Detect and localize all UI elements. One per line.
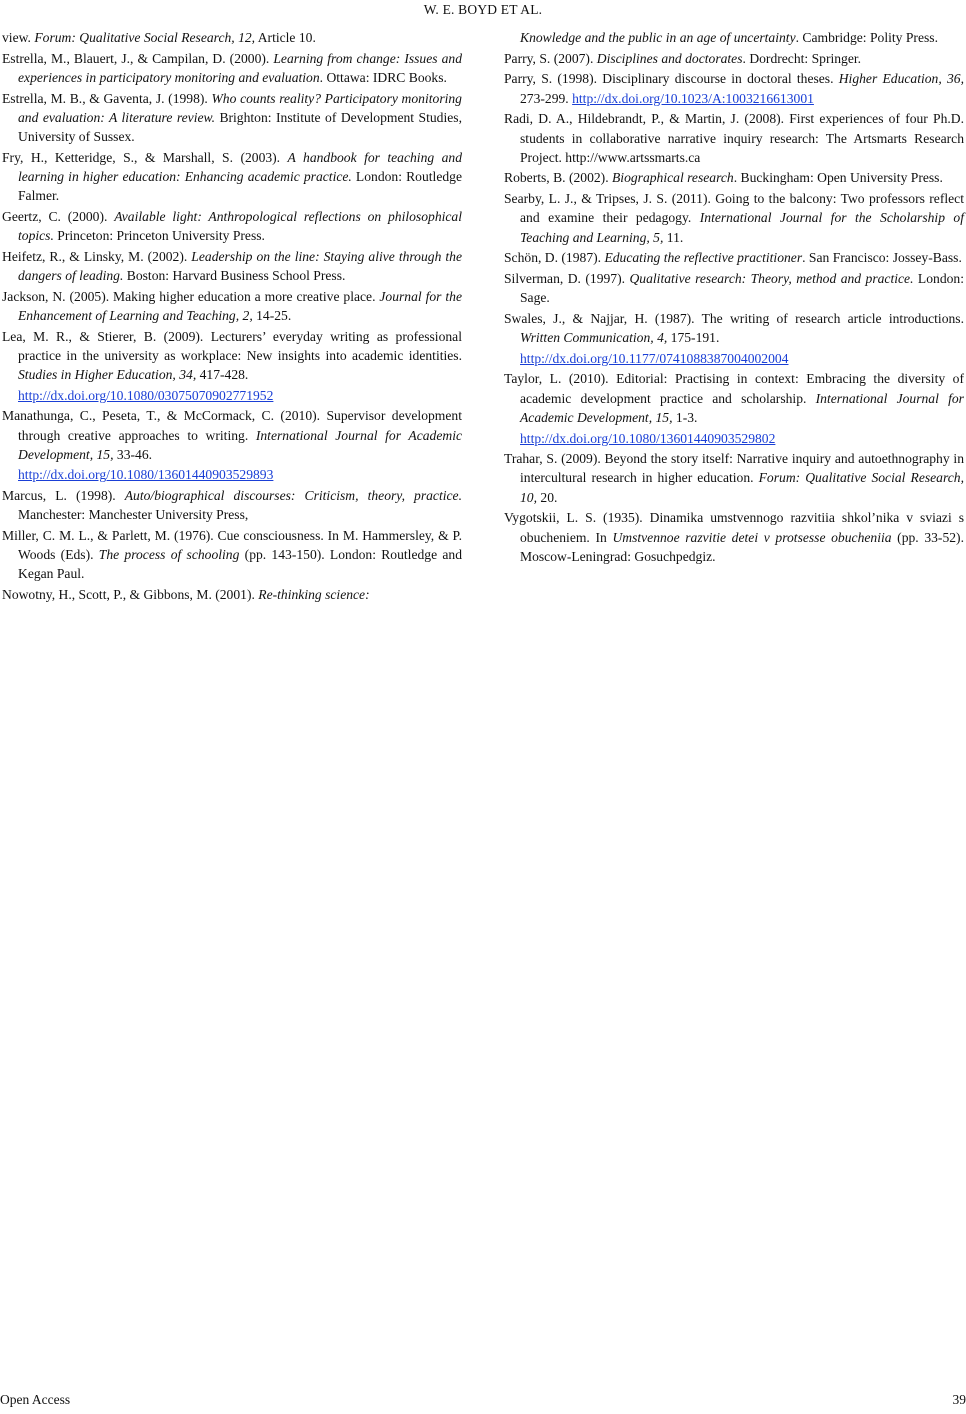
reference-text: Jackson, N. (2005). Making higher education a more creative place.	[2, 288, 380, 304]
reference-swales1987	[504, 309, 964, 347]
doi-link[interactable]: http://dx.doi.org/10.1177/0741088387004002004	[520, 350, 789, 366]
reference-text: . Dordrecht: Springer.	[742, 50, 862, 66]
reference-vygotskii1935	[504, 508, 964, 566]
reference-text: (pp. 143-150). London: Routledge and Kegan Paul.	[18, 547, 462, 582]
reference-schon1987	[504, 248, 964, 267]
reference-trahar2009	[504, 449, 964, 507]
reference-italic-title: Knowledge and the public in an age of uncertainty	[520, 30, 796, 45]
reference-text: Geertz, C. (2000).	[2, 208, 115, 224]
reference-text: Manchester: Manchester University Press,	[18, 507, 249, 523]
reference-text: 417-428.	[196, 366, 249, 382]
reference-italic-title: Umstvennoe razvitie detei v protsesse obucheniia	[612, 529, 892, 545]
page-number: 39	[952, 1392, 966, 1407]
reference-italic-title: Disciplines and doctorates	[596, 50, 743, 66]
references-right-column	[504, 28, 964, 567]
reference-italic-title: A handbook for teaching and learning in higher education: Enhancing academic practice.	[18, 149, 463, 184]
reference-text: view.	[2, 30, 35, 45]
reference-text: 11.	[663, 229, 684, 245]
reference-radi2008	[504, 109, 964, 167]
reference-estrella1998	[2, 89, 462, 147]
reference-text: 20.	[537, 489, 558, 505]
reference-text: Silverman, D. (1997).	[504, 270, 630, 286]
reference-text: Article 10.	[255, 30, 316, 45]
reference-text: Manathunga, C., Peseta, T., & McCormack, C. (2010). Supervisor development through creative approaches to writing.	[2, 408, 462, 443]
reference-text: Estrella, M., Blauert, J., & Campilan, D. (2000).	[2, 50, 274, 66]
reference-italic-title: Educating the reflective practitioner	[604, 250, 803, 266]
reference-text: 175-191.	[667, 330, 720, 346]
reference-text: Miller, C. M. L., & Parlett, M. (1976). Cue consciousness. In M. Hammersley, & P. Woods (Eds).	[2, 528, 462, 563]
reference-text: Lea, M. R., & Stierer, B. (2009). Lecturers’ everyday writing as professional practice in the university as workplace: New insights into academic identities.	[2, 328, 462, 363]
reference-estrella2000	[2, 49, 462, 87]
reference-italic-title: Biographical research	[612, 170, 734, 186]
reference-text: 33-46.	[113, 446, 153, 462]
reference-italic-title: Forum: Qualitative Social Research, 10,	[520, 470, 964, 505]
reference-miller1976	[2, 526, 462, 584]
reference-italic-title: Who counts reality? Participatory monitoring and evaluation: A literature review.	[18, 90, 462, 125]
reference-italic-title: Forum: Qualitative Social Research, 12,	[34, 30, 256, 45]
reference-italic-title: Auto/biographical discourses: Criticism, theory, practice.	[124, 488, 462, 504]
reference-italic-title: Studies in Higher Education, 34,	[18, 366, 197, 382]
reference-text: London: Routledge Falmer.	[18, 168, 462, 204]
reference-text: Marcus, L. (1998).	[2, 488, 125, 504]
reference-text: 273-299.	[520, 90, 573, 106]
reference-italic-title: The process of schooling	[98, 547, 240, 563]
reference-text: Swales, J., & Najjar, H. (1987). The writing of research article introductions.	[504, 310, 964, 326]
reference-view	[2, 28, 462, 47]
reference-text: Vygotskii, L. S. (1935). Dinamika umstvennogo razvitiia shkol’nika v sviazi s obucheniem. In	[504, 510, 964, 545]
reference-text: Heifetz, R., & Linsky, M. (2002).	[2, 248, 192, 264]
reference-nowotny2001	[2, 585, 462, 604]
reference-italic-title: Qualitative research: Theory, method and practice.	[629, 270, 914, 286]
reference-text: Radi, D. A., Hildebrandt, P., & Martin, J. (2008). First experiences of four Ph.D. students in collaborative narrative inquiry research: The Artsmarts Research Project. http://www.artssmarts.ca	[504, 111, 964, 165]
references-left-column	[2, 28, 462, 606]
reference-italic-title: International Journal for Academic Development, 15,	[520, 390, 964, 425]
reference-text: Taylor, L. (2010). Editorial: Practising in context: Embracing the diversity of academic development practice and scholarship.	[504, 371, 964, 406]
reference-text: Parry, S. (2007).	[504, 50, 597, 66]
reference-italic-title: Journal for the Enhancement of Learning and Teaching, 2,	[18, 288, 462, 323]
doi-link[interactable]: http://dx.doi.org/10.1023/A:1003216613001	[572, 90, 814, 106]
reference-italic-title: Available light: Anthropological reflections on philosophical topics.	[18, 208, 463, 244]
reference-manathunga2010	[2, 406, 462, 464]
doi-link-line	[504, 349, 964, 368]
reference-text: 14-25.	[252, 307, 292, 323]
reference-text: Nowotny, H., Scott, P., & Gibbons, M. (2001).	[2, 587, 259, 603]
reference-text: Princeton: Princeton University Press.	[53, 228, 265, 244]
reference-text: 1-3.	[672, 409, 698, 425]
reference-jackson2005	[2, 287, 462, 325]
doi-link[interactable]: http://dx.doi.org/10.1080/13601440903529802	[520, 430, 776, 446]
reference-text: Parry, S. (1998). Disciplinary discourse in doctoral theses.	[504, 71, 839, 87]
reference-heifetz2002	[2, 247, 462, 285]
reference-taylor2010	[504, 369, 964, 427]
reference-text: London: Sage.	[520, 270, 964, 306]
reference-marcus1998	[2, 486, 462, 524]
reference-searby2011	[504, 189, 964, 247]
reference-parry2007	[504, 49, 964, 68]
reference-text: . Buckingham: Open University Press.	[733, 170, 943, 186]
reference-text: Brighton: Institute of Development Studies, University of Sussex.	[18, 109, 462, 145]
reference-geertz2000	[2, 207, 462, 245]
reference-italic-title: International Journal for the Scholarship of Teaching and Learning, 5,	[520, 210, 965, 245]
reference-text: Estrella, M. B., & Gaventa, J. (1998).	[2, 90, 212, 106]
reference-parry1998	[504, 69, 964, 107]
reference-italic-title: Higher Education, 36,	[838, 71, 964, 87]
reference-text: (pp. 33-52). Moscow-Leningrad: Gosuchpedgiz.	[520, 529, 964, 564]
reference-text: Searby, L. J., & Tripses, J. S. (2011). Going to the balcony: Two professors reflect and examine their pedagogy.	[504, 191, 964, 226]
reference-text: . San Francisco: Jossey-Bass.	[802, 250, 962, 266]
reference-text: Trahar, S. (2009). Beyond the story itself: Narrative inquiry and autoethnography in intercultural research in higher education.	[504, 451, 964, 486]
reference-nowotny2001-cont	[504, 28, 964, 47]
reference-silverman1997	[504, 269, 964, 307]
reference-text: Fry, H., Ketteridge, S., & Marshall, S. (2003).	[2, 149, 288, 165]
doi-link[interactable]: http://dx.doi.org/10.1080/13601440903529893	[18, 467, 274, 483]
doi-link-line	[2, 386, 462, 405]
journal-footer: Open Access	[0, 1392, 71, 1407]
reference-italic-title: Leadership on the line: Staying alive through the dangers of leading.	[18, 248, 462, 283]
reference-lea2009	[2, 327, 462, 385]
doi-link-line	[504, 429, 964, 448]
reference-fry2003	[2, 148, 462, 206]
reference-italic-title: Learning from change: Issues and experiences in participatory monitoring and evaluation	[18, 50, 462, 85]
reference-text: . Ottawa: IDRC Books.	[319, 69, 447, 85]
running-header: W. E. BOYD ET AL.	[423, 2, 543, 17]
reference-text: . Cambridge: Polity Press.	[795, 30, 938, 45]
reference-text: Schön, D. (1987).	[504, 250, 605, 266]
reference-italic-title: Written Communication, 4,	[520, 330, 668, 346]
doi-link-line	[2, 465, 462, 484]
reference-text: Roberts, B. (2002).	[504, 170, 612, 186]
reference-italic-title: International Journal for Academic Development, 15,	[18, 427, 463, 462]
reference-roberts2002	[504, 168, 964, 187]
reference-italic-title: Re-thinking science:	[258, 587, 370, 603]
reference-text: Boston: Harvard Business School Press.	[123, 267, 346, 283]
doi-link[interactable]: http://dx.doi.org/10.1080/03075070902771952	[18, 387, 274, 403]
